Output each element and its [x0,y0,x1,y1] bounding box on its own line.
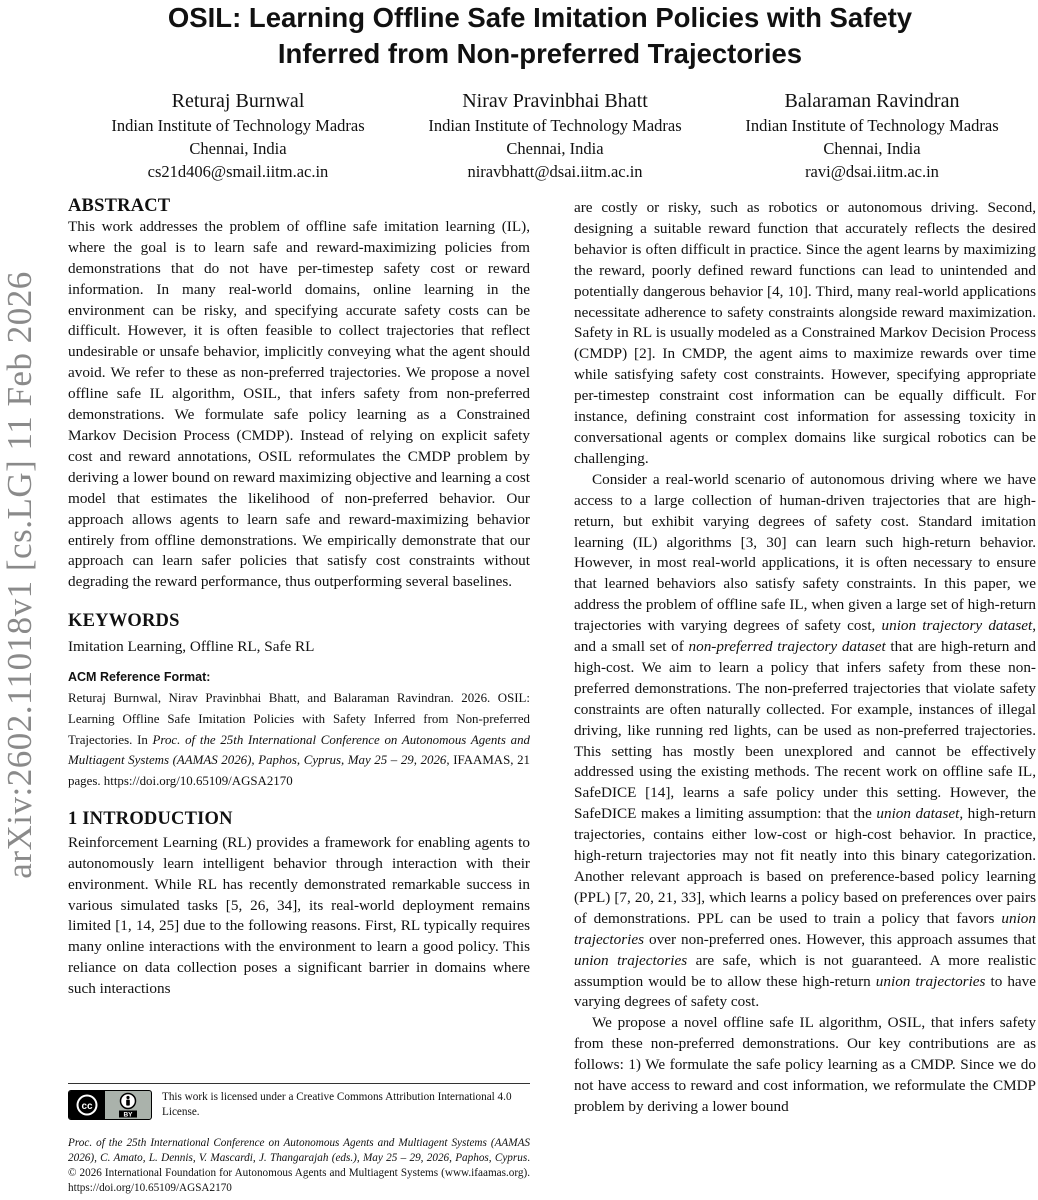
p2-text-f: are safe, which is not guaranteed. A more realistic assumption would be to allow these high-return [574,951,1036,990]
author-1 [80,88,396,183]
author-email[interactable]: ravi@dsai.iitm.ac.in [805,162,939,181]
abstract-text: This work addresses the problem of offline safe imitation learning (IL), where the goal is to learn safe and reward-maximizing policies from demonstrations that do not have per-timestep safety cost or reward information. In many real-world domains, online learning in the environment can be risky, and specifying accurate safety costs can be difficult. However, it is often feasible to collect trajectories that reflect undesirable or unsafe behavior, implicitly conveying what the agent should avoid. We refer to these as non-preferred trajectories. We propose a novel offline safe IL algorithm, OSIL, that infers safety from non-preferred demonstrations. We formulate safe policy learning as a Constrained Markov Decision Process (CMDP). Instead of relying on explicit safety cost and reward annotations, OSIL reformulates the CMDP problem by deriving a lower bound on reward maximizing objective and learning a cost model that estimates the likelihood of non-preferred behavior. Our approach allows agents to learn safe and reward-maximizing behavior entirely from offline demonstrations. We empirically demonstrate that our approach can learn safer policies that satisfy cost constraints without degrading the reward performance, thus outperforming several baselines. [68,217,530,591]
p2-italic-1: union trajectory dataset [881,617,1033,635]
license-notice [68,1090,530,1120]
author-name: Returaj Burnwal [171,90,305,112]
author-2 [397,88,713,183]
keywords-heading: KEYWORDS [68,611,180,632]
p2-text-a: Consider a real-world scenario of autonomous driving where we have access to a large collection of human-driven trajectories that are high-return, but exhibit varying degrees of safety cost. Standard imitation learning (IL) algorithms [3, 30] can learn such high-return behavior. However, in most real-world applications, it is often necessary to ensure that learned behaviors also satisfy safety constraints. In this paper, we address the problem of offline safe IL, when given a large set of high-return trajectories with varying degrees of safety cost, [574,470,1036,635]
author-affiliation: Indian Institute of Technology Madras [428,116,682,135]
left-column [68,196,530,1000]
title-line-2: Inferred from Non-preferred Trajectories [277,38,803,69]
author-affiliation: Indian Institute of Technology Madras [745,116,999,135]
p2-italic-2: non-preferred trajectory dataset [688,638,886,656]
author-location: Chennai, India [506,139,604,158]
intro-continued-paragraph: are costly or risky, such as robotics or autonomous driving. Second, designing a suitable reward function that accurately reflects the desired behavior is often difficult in practice. Since the agent learns by maximizing the reward, poorly defined reward functions can lead to unintended and potentially dangerous behavior [4, 10]. Third, many real-world applications necessitate adherence to safety constraints alongside reward maximization. Safety in RL is usually modeled as a Constrained Markov Decision Process (CMDP) [2]. In CMDP, the agent aims to maximize rewards over time while satisfying safety cost constraints. However, specifying appropriate per-timestep constraint cost information can be equally difficult. For instance, defining constraint cost information for assessing toxicity in conversational agents or complex domains like surgical robotics can be challenging. [574,199,1036,467]
author-location: Chennai, India [189,139,287,158]
keywords-text: Imitation Learning, Offline RL, Safe RL [68,638,315,656]
abstract-heading: ABSTRACT [68,196,171,216]
author-affiliation: Indian Institute of Technology Madras [111,116,365,135]
right-column [574,198,1036,1118]
p2-italic-6: union trajectories [875,972,986,990]
acm-text-italic: Proc. of the 25th International Conference on Autonomous Agents and Multiagent Systems (AAMAS 2026), Paphos, Cyprus, May 25 – 29, 2026 [68,732,530,768]
author-email[interactable]: niravbhatt@dsai.iitm.ac.in [467,162,643,181]
contributions-paragraph: We propose a novel offline safe IL algorithm, OSIL, that infers safety from these non-preferred demonstrations. Our key contributions are as follows: 1) We formulate the safe policy learning as a CMDP. Since we do not have access to reward and cost information, we reformulate the CMDP problem by deriving a lower bound [574,1014,1036,1115]
acm-text-b: , IFAAMAS, 21 pages. https://doi.org/10.65109/AGSA2170 [68,753,530,789]
author-name: Nirav Pravinbhai Bhatt [462,90,648,112]
cc-label: cc [81,1101,93,1112]
footnote-divider [68,1083,530,1084]
by-icon [105,1092,151,1118]
title-line-1: OSIL: Learning Offline Safe Imitation Policies with Safety [167,2,913,33]
acm-text-a: Returaj Burnwal, Nirav Pravinbhai Bhatt, and Balaraman Ravindran. 2026. OSIL: Learning Offline Safe Imitation Policies with Safety Inferred from Non-preferred Trajectories. In [68,690,530,747]
p2-text-g: to have varying degrees of safety cost. [574,972,1036,1011]
p2-italic-3: union dataset [876,805,960,823]
p2-text-b: , and a small set of [574,617,1036,656]
p2-italic-4: union trajectories [574,909,1036,948]
acm-reference-text [68,688,530,792]
author-name: Balaraman Ravindran [784,90,960,112]
author-email[interactable]: cs21d406@smail.iitm.ac.in [147,162,329,181]
creative-commons-badge[interactable] [68,1090,152,1120]
scenario-paragraph [574,470,1036,1014]
proceedings-rest: . © 2026 International Foundation for Autonomous Agents and Multiagent Systems (www.ifaamas.org). https://doi.org/10.65109/AGSA2170 [68,1152,530,1194]
proceedings-italic: Proc. of the 25th International Conference on Autonomous Agents and Multiagent Systems (AAMAS 2026), C. Amato, L. Dennis, V. Mascardi, J. Thangarajah (eds.), May 25 – 29, 2026, Paphos, Cyprus [68,1137,530,1164]
author-location: Chennai, India [823,139,921,158]
arxiv-identifier-stamp: arXiv:2602.11018v1 [cs.LG] 11 Feb 2026 [0,271,39,879]
author-3 [714,88,1030,183]
acm-reference-heading: ACM Reference Format: [68,670,211,685]
introduction-heading: 1 INTRODUCTION [68,808,233,829]
p2-text-e: over non-preferred ones. However, this approach assumes that [644,930,1036,948]
paper-title [60,0,1020,72]
license-text: This work is licensed under a Creative Commons Attribution International 4.0 License. [162,1091,512,1118]
proceedings-footnote [68,1136,530,1196]
cc-icon [69,1091,105,1119]
p2-italic-5: union trajectories [574,951,688,969]
by-label: BY [123,1111,133,1118]
p2-text-c: that are high-return and high-cost. We aim to learn a policy that infers safety from these non-preferred demonstrations. The non-preferred trajectories that violate safety constraints are often naturally collected. For example, instances of illegal driving, like running red lights, can be used as non-preferred trajectories. This setting has mostly been unexplored and cannot be effectively addressed using the existing methods. The recent work on offline safe IL, SafeDICE [14], learns a safe policy under this setting. However, the SafeDICE makes a limiting assumption: that the [574,638,1036,823]
introduction-paragraph: Reinforcement Learning (RL) provides a framework for enabling agents to autonomously learn intelligent behavior through interaction with their environment. While RL has recently demonstrated remarkable success in various simulated tasks [5, 26, 34], its real-world deployment remains limited [1, 14, 25] due to the following reasons. First, RL typically requires many online interactions with the environment to learn a good policy. This reliance on data collection poses a significant barrier in domains where such interactions [68,833,530,998]
author-block [80,88,1030,183]
p2-text-d: , high-return trajectories, contains either low-cost or high-cost behavior. In practice, high-return trajectories may not fit neatly into this binary categorization. Another relevant approach is based on preference-based policy learning (PPL) [7, 20, 21, 33], which learns a policy based on preferences over pairs of demonstrations. PPL can be used to train a policy that favors [574,805,1037,927]
